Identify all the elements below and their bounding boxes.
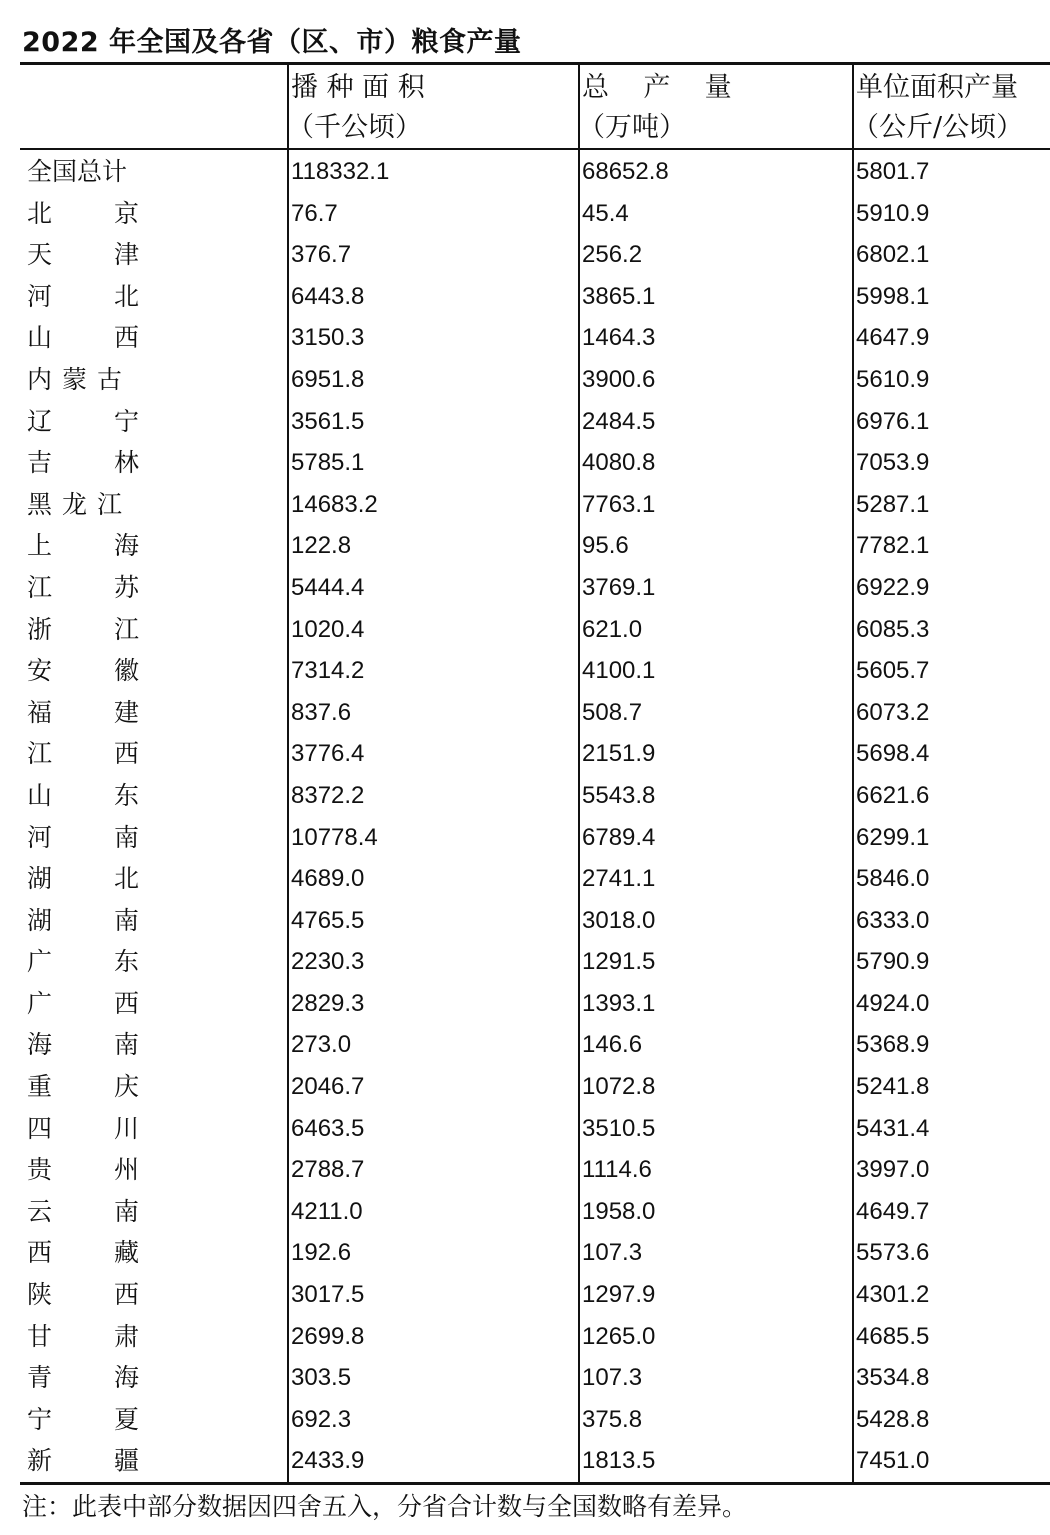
region-name: 全国总计 xyxy=(27,157,128,186)
total-output-value: 1393.1 xyxy=(582,989,656,1017)
table-row xyxy=(0,276,1050,318)
region-name: 青 海 xyxy=(27,1363,139,1393)
total-output-value: 1297.9 xyxy=(582,1281,656,1309)
total-output-value: 2741.1 xyxy=(582,865,656,893)
region-name: 海 南 xyxy=(27,1030,139,1060)
total-output-value: 3510.5 xyxy=(582,1114,656,1142)
sown-area-value: 76.7 xyxy=(291,199,338,227)
sown-area-value: 376.7 xyxy=(291,241,352,269)
total-output-value: 3769.1 xyxy=(582,573,656,601)
table-row xyxy=(0,1316,1050,1358)
total-output-value: 1464.3 xyxy=(582,324,656,352)
total-output-value: 1813.5 xyxy=(582,1447,656,1475)
sown-area-value: 4765.5 xyxy=(291,906,365,934)
table-row xyxy=(0,900,1050,942)
total-output-value: 621.0 xyxy=(582,615,643,643)
yield-value: 7782.1 xyxy=(856,532,930,560)
table-row xyxy=(0,567,1050,609)
total-output-value: 508.7 xyxy=(582,698,643,726)
table-row xyxy=(0,1440,1050,1482)
region-name: 江 苏 xyxy=(27,572,139,602)
region-name: 天 津 xyxy=(27,240,139,270)
total-output-value: 3018.0 xyxy=(582,906,656,934)
region-name: 安 徽 xyxy=(27,656,139,686)
header-sown-area-label: 播 种 面 积 xyxy=(291,72,425,103)
yield-value: 5910.9 xyxy=(856,199,930,227)
region-name: 吉 林 xyxy=(27,448,139,478)
yield-value: 6299.1 xyxy=(856,823,930,851)
sown-area-value: 192.6 xyxy=(291,1239,352,1267)
yield-value: 6073.2 xyxy=(856,698,930,726)
region-name: 广 东 xyxy=(27,947,139,977)
table-row xyxy=(0,1066,1050,1108)
yield-value: 5998.1 xyxy=(856,282,930,310)
total-output-value: 107.3 xyxy=(582,1239,643,1267)
region-name: 北 京 xyxy=(27,198,139,228)
table-row xyxy=(0,983,1050,1025)
total-output-value: 146.6 xyxy=(582,1031,643,1059)
yield-value: 5801.7 xyxy=(856,158,930,185)
sown-area-value: 6443.8 xyxy=(291,282,365,310)
total-output-value: 1265.0 xyxy=(582,1322,656,1350)
sown-area-value: 7314.2 xyxy=(291,657,365,685)
yield-value: 5846.0 xyxy=(856,865,930,893)
total-output-value: 375.8 xyxy=(582,1405,643,1433)
yield-value: 5241.8 xyxy=(856,1073,930,1101)
sown-area-value: 118332.1 xyxy=(291,158,390,185)
total-output-value: 68652.8 xyxy=(582,158,669,185)
sown-area-value: 4689.0 xyxy=(291,865,365,893)
region-name: 新 疆 xyxy=(27,1446,139,1476)
yield-value: 5428.8 xyxy=(856,1405,930,1433)
yield-value: 5287.1 xyxy=(856,490,930,518)
sown-area-value: 6951.8 xyxy=(291,365,365,393)
total-output-value: 2151.9 xyxy=(582,740,656,768)
header-yield-unit: （公斤/公顷） xyxy=(852,112,1024,143)
yield-value: 5431.4 xyxy=(856,1114,930,1142)
total-output-value: 256.2 xyxy=(582,241,643,269)
table-row xyxy=(0,609,1050,651)
region-name: 上 海 xyxy=(27,531,139,561)
yield-value: 5790.9 xyxy=(856,948,930,976)
total-output-value: 1958.0 xyxy=(582,1197,656,1225)
table-row xyxy=(0,1274,1050,1316)
table-top-rule xyxy=(20,62,1050,65)
table-row xyxy=(0,1191,1050,1233)
sown-area-value: 5785.1 xyxy=(291,449,365,477)
region-name: 重 庆 xyxy=(27,1072,139,1102)
total-output-value: 2484.5 xyxy=(582,407,656,435)
header-sown-area xyxy=(287,68,425,148)
total-output-value: 4080.8 xyxy=(582,449,656,477)
sown-area-value: 6463.5 xyxy=(291,1114,365,1142)
yield-value: 3534.8 xyxy=(856,1364,930,1392)
region-name: 西 藏 xyxy=(27,1238,139,1268)
region-name: 河 南 xyxy=(27,822,139,852)
region-name: 贵 州 xyxy=(27,1155,139,1185)
region-name: 湖 南 xyxy=(27,905,139,935)
yield-value: 4924.0 xyxy=(856,989,930,1017)
table-row xyxy=(0,359,1050,401)
header-yield-label: 单位面积产量 xyxy=(856,72,1018,103)
table-row xyxy=(0,1108,1050,1150)
total-output-value: 5543.8 xyxy=(582,781,656,809)
total-output-value: 6789.4 xyxy=(582,823,656,851)
region-name: 湖 北 xyxy=(27,864,139,894)
sown-area-value: 1020.4 xyxy=(291,615,365,643)
sown-area-value: 837.6 xyxy=(291,698,352,726)
sown-area-value: 2433.9 xyxy=(291,1447,365,1475)
total-output-value: 1114.6 xyxy=(582,1156,652,1184)
sown-area-value: 273.0 xyxy=(291,1031,352,1059)
sown-area-value: 4211.0 xyxy=(291,1197,363,1225)
footnote: 注：此表中部分数据因四舍五入，分省合计数与全国数略有差异。 xyxy=(22,1492,748,1521)
region-name: 四 川 xyxy=(27,1113,139,1143)
table-row xyxy=(0,1149,1050,1191)
table-row xyxy=(0,1399,1050,1441)
table-row xyxy=(0,317,1050,359)
table-bottom-rule xyxy=(20,1482,1050,1485)
table-body xyxy=(0,151,1050,1482)
table-row xyxy=(0,692,1050,734)
table-row xyxy=(0,234,1050,276)
yield-value: 6333.0 xyxy=(856,906,930,934)
yield-value: 5610.9 xyxy=(856,365,930,393)
table-row xyxy=(0,442,1050,484)
total-output-value: 107.3 xyxy=(582,1364,643,1392)
region-name: 甘 肃 xyxy=(27,1321,139,1351)
yield-value: 5368.9 xyxy=(856,1031,930,1059)
region-name: 云 南 xyxy=(27,1196,139,1226)
sown-area-value: 3017.5 xyxy=(291,1281,365,1309)
header-total-output-unit: （万吨） xyxy=(578,112,686,143)
sown-area-value: 5444.4 xyxy=(291,573,365,601)
sown-area-value: 3561.5 xyxy=(291,407,365,435)
region-name: 山 东 xyxy=(27,780,139,810)
table-row xyxy=(0,1232,1050,1274)
sown-area-value: 2788.7 xyxy=(291,1156,365,1184)
sown-area-value: 3776.4 xyxy=(291,740,365,768)
sown-area-value: 2230.3 xyxy=(291,948,365,976)
yield-value: 7451.0 xyxy=(856,1447,930,1475)
sown-area-value: 3150.3 xyxy=(291,324,365,352)
region-name: 浙 江 xyxy=(27,614,139,644)
table-row xyxy=(0,484,1050,526)
table-row xyxy=(0,941,1050,983)
table-row xyxy=(0,151,1050,193)
total-output-value: 3900.6 xyxy=(582,365,656,393)
header-total-output xyxy=(578,68,732,148)
table-row xyxy=(0,1024,1050,1066)
region-name: 广 西 xyxy=(27,988,139,1018)
total-output-value: 1291.5 xyxy=(582,948,656,976)
total-output-value: 95.6 xyxy=(582,532,629,560)
header-total-output-label: 总 产 量 xyxy=(582,72,732,103)
table-row xyxy=(0,1357,1050,1399)
yield-value: 4647.9 xyxy=(856,324,930,352)
region-name: 江 西 xyxy=(27,739,139,769)
region-name: 河 北 xyxy=(27,281,139,311)
sown-area-value: 2829.3 xyxy=(291,989,365,1017)
yield-value: 6621.6 xyxy=(856,781,930,809)
table-row xyxy=(0,817,1050,859)
table-row xyxy=(0,775,1050,817)
sown-area-value: 2699.8 xyxy=(291,1322,365,1350)
sown-area-value: 122.8 xyxy=(291,532,352,560)
total-output-value: 1072.8 xyxy=(582,1073,656,1101)
yield-value: 6802.1 xyxy=(856,241,930,269)
sown-area-value: 303.5 xyxy=(291,1364,352,1392)
yield-value: 5573.6 xyxy=(856,1239,930,1267)
yield-value: 4301.2 xyxy=(856,1281,930,1309)
header-yield xyxy=(852,68,1024,148)
region-name: 内 蒙 古 xyxy=(27,364,122,394)
yield-value: 3997.0 xyxy=(856,1156,930,1184)
region-name: 陕 西 xyxy=(27,1280,139,1310)
total-output-value: 3865.1 xyxy=(582,282,656,310)
header-bottom-rule xyxy=(20,148,1050,150)
yield-value: 6085.3 xyxy=(856,615,930,643)
total-output-value: 4100.1 xyxy=(582,657,656,685)
page-title: 2022 年全国及各省（区、市）粮食产量 xyxy=(22,27,522,58)
region-name: 宁 夏 xyxy=(27,1404,139,1434)
sown-area-value: 8372.2 xyxy=(291,781,365,809)
yield-value: 6976.1 xyxy=(856,407,930,435)
sown-area-value: 14683.2 xyxy=(291,490,378,518)
yield-value: 5698.4 xyxy=(856,740,930,768)
total-output-value: 7763.1 xyxy=(582,490,656,518)
region-name: 山 西 xyxy=(27,323,139,353)
yield-value: 7053.9 xyxy=(856,449,930,477)
sown-area-value: 2046.7 xyxy=(291,1073,365,1101)
yield-value: 5605.7 xyxy=(856,657,930,685)
header-sown-area-unit: （千公顷） xyxy=(287,112,422,143)
table-row xyxy=(0,733,1050,775)
region-name: 福 建 xyxy=(27,697,139,727)
sown-area-value: 10778.4 xyxy=(291,823,378,851)
table-row xyxy=(0,650,1050,692)
yield-value: 4649.7 xyxy=(856,1197,930,1225)
table-row xyxy=(0,401,1050,443)
region-name: 辽 宁 xyxy=(27,406,139,436)
total-output-value: 45.4 xyxy=(582,199,629,227)
table-row xyxy=(0,525,1050,567)
table-row xyxy=(0,193,1050,235)
yield-value: 6922.9 xyxy=(856,573,930,601)
table-row xyxy=(0,858,1050,900)
region-name: 黑 龙 江 xyxy=(27,489,122,519)
sown-area-value: 692.3 xyxy=(291,1405,352,1433)
yield-value: 4685.5 xyxy=(856,1322,930,1350)
